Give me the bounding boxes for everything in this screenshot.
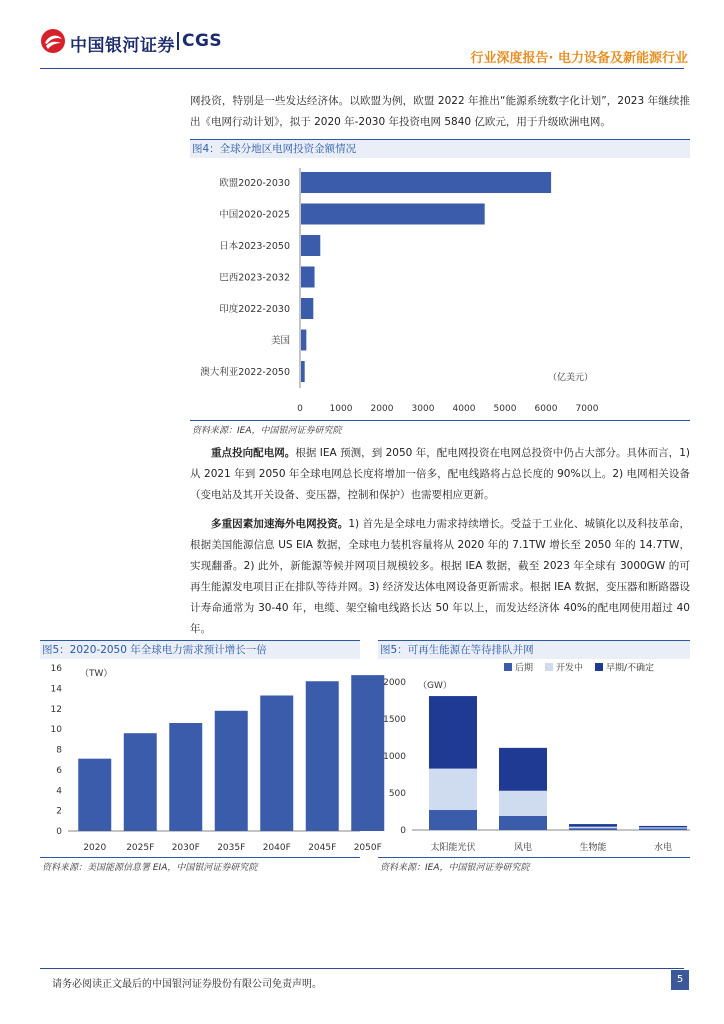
- figure4-source-row: [190, 420, 690, 436]
- figure4-category-label: 欧盟2020-2030: [219, 178, 290, 189]
- figure5b-bar-segment: [639, 826, 687, 827]
- intro-paragraph: [190, 91, 690, 133]
- figure5b-category-label: 风电: [513, 843, 533, 853]
- figure4-x-tick-label: 4000: [452, 404, 476, 414]
- figure5b-bar-segment: [429, 769, 477, 810]
- figure4-category-label: 澳大利亚2022-2050: [200, 367, 290, 378]
- figure5b-bar-segment: [569, 824, 617, 827]
- figure5a-y-tick-label: 6: [56, 765, 62, 776]
- figure5b-category-label: 生物能: [579, 843, 607, 853]
- figure4-bar: [301, 235, 320, 256]
- figure4-caption: 图4：全球分地区电网投资金额情况: [192, 143, 357, 155]
- figure5a-source: 资料来源：美国能源信息署 EIA，中国银河证券研究院: [42, 863, 258, 873]
- figure4-chart: [190, 160, 690, 420]
- figure5b-y-tick-label: 500: [388, 789, 406, 799]
- report-title: 行业深度报告· 电力设备及新能源行业: [470, 51, 688, 66]
- figure5b-bar-segment: [499, 816, 547, 830]
- figure5a-y-tick-label: 10: [50, 725, 62, 736]
- figure4-x-tick-label: 3000: [411, 404, 435, 414]
- figure4-caption-bar: [190, 139, 690, 158]
- figure5a-category-label: 2045F: [308, 843, 337, 853]
- para-overseas-lead: 多重因素加速海外电网投资。: [211, 518, 349, 530]
- figure5b-legend-swatch: [504, 663, 512, 671]
- figure4-category-label: 印度2022-2030: [219, 304, 290, 315]
- figure4-x-tick-label: 0: [297, 404, 303, 414]
- figure5b-bar-segment: [429, 696, 477, 769]
- header: [0, 0, 724, 70]
- figure5b-category-label: 太阳能光伏: [430, 843, 476, 853]
- figure5b-category-label: 水电: [653, 843, 673, 853]
- figure5b-legend-label: 后期: [515, 663, 534, 674]
- figure5b-source-row: [378, 857, 690, 873]
- para-distribution-body: 根据 IEA 预测，到 2050 年，配电网投资在电网总投资中仍占大部分。具体而言，1) 从 2021 年到 2050 年全球电网总长度将增加一倍多，配电线路将占总长度的 90%以上。2) 电网相关设备（变电站及其开关设备、变压器，控制和保护）也需要相应更新。: [190, 447, 691, 501]
- figure4-category-label: 巴西2023-2032: [219, 272, 290, 284]
- figure4-category-label: 美国: [270, 335, 290, 347]
- figure5b-bar-segment: [639, 829, 687, 830]
- figure5b-y-tick-label: 0: [400, 826, 406, 836]
- figure5b-legend-label: 早期/不确定: [606, 663, 655, 674]
- logo-divider: [177, 32, 179, 50]
- figure5a-y-tick-label: 0: [56, 827, 62, 837]
- figure5a-caption-bar: [40, 640, 360, 659]
- figure4-category-label: 日本2023-2050: [219, 241, 290, 252]
- figure5b-bar-segment: [499, 748, 547, 791]
- figure4-x-tick-label: 1000: [329, 404, 353, 414]
- logo-en-text: CGS: [182, 31, 223, 51]
- figure4-x-tick-label: 2000: [370, 404, 394, 414]
- figure5a-source-row: [40, 857, 360, 873]
- figure5b-caption: 图5：可再生能源在等待排队并网: [380, 644, 534, 656]
- figure4-bar: [301, 172, 551, 193]
- figure5a-category-label: 2035F: [217, 843, 246, 853]
- para-distribution-lead: 重点投向配电网。: [211, 447, 296, 459]
- para-distribution: [190, 443, 690, 506]
- figure5b-bar-segment: [499, 791, 547, 816]
- logo-emblem-icon: [40, 28, 66, 54]
- logo: [40, 28, 240, 56]
- figure5b-legend-label: 开发中: [556, 663, 584, 674]
- figure5a-unit-label: （TW）: [80, 669, 113, 679]
- figure4-bar: [301, 267, 315, 288]
- figure5b-unit-label: （GW）: [418, 681, 452, 691]
- figure5a-category-label: 2030F: [171, 843, 200, 853]
- figure5b-legend-swatch: [545, 663, 553, 671]
- para-distribution-text: [190, 443, 690, 506]
- page-number: 5: [671, 970, 689, 990]
- figure5a-y-tick-label: 2: [56, 806, 62, 817]
- figure5b-y-tick-label: 2000: [383, 678, 406, 688]
- figure5a-y-tick-label: 14: [50, 684, 62, 695]
- figure5a-caption: 图5：2020-2050 年全球电力需求预计增长一倍: [42, 644, 267, 656]
- figure5a-bar: [169, 723, 202, 831]
- figure5a-bar: [124, 733, 157, 831]
- footer-rule: [40, 968, 684, 969]
- figure5a-y-tick-label: 8: [56, 745, 62, 756]
- figure5a-category-label: 2040F: [262, 843, 291, 853]
- figure4-bar: [301, 330, 306, 351]
- figure4-x-tick-label: 6000: [534, 404, 558, 414]
- figure5b-bar-segment: [639, 827, 687, 828]
- figure5a-y-tick-label: 12: [50, 704, 62, 715]
- figure5a-category-label: 2020: [83, 843, 107, 853]
- figure5b-y-tick-label: 1500: [383, 715, 406, 725]
- intro-text: 网投资，特别是一些发达经济体。以欧盟为例，欧盟 2022 年推出“能源系统数字化计划”，2023 年继续推出《电网行动计划》，拟于 2020 年-2030 年投资电网 5840 亿欧元，用于升级欧洲电网。: [190, 95, 690, 128]
- figure5a-y-tick-label: 16: [50, 664, 62, 674]
- para-overseas-text: [190, 514, 690, 640]
- figure4-x-tick-label: 7000: [575, 404, 599, 414]
- figure4-bar: [301, 298, 313, 319]
- figure4-category-label: 中国2020-2025: [219, 209, 290, 221]
- figure5a-y-tick-label: 4: [56, 786, 62, 797]
- figure5a-bar: [78, 759, 111, 831]
- figure5a-bar: [260, 696, 293, 831]
- para-overseas-body: 1) 首先是全球电力需求持续增长。受益于工业化、城镇化以及科技革命，根据美国能源信息 US EIA 数据，全球电力装机容量将从 2020 年的 7.1TW 增长至 2050 年的 14.7TW，实现翻番。2) 此外，新能源等候并网项目规模较多。根据 IEA 数据，截至 2023 年全球有 3000GW 的可再生能源发电项目正在排队等待并网。3) 经济发达体电网设备更新需求。根据 IEA 数据，变压器和断路器设计寿命通常为 30-40 年，电缆、架空输电线路长达 50 年以上，而发达经济体 40%的配电网使用超过 40 年。: [190, 518, 690, 635]
- figure5b-source: 资料来源：IEA，中国银河证券研究院: [380, 863, 530, 873]
- figure5b-legend-swatch: [595, 663, 603, 671]
- figure4-x-tick-label: 5000: [493, 404, 517, 414]
- figure5b-bar-segment: [429, 810, 477, 830]
- figure5a-bar: [215, 711, 248, 831]
- figure4-bar: [301, 204, 485, 225]
- figure5a-category-label: 2050F: [353, 843, 382, 853]
- figure5a-category-label: 2025F: [126, 843, 155, 853]
- footer-disclaimer: 请务必阅读正文最后的中国银河证券股份有限公司免责声明。: [52, 979, 322, 990]
- figure5b-caption-bar: [378, 640, 690, 659]
- figure4-bar: [301, 361, 305, 382]
- logo-cn-text: 中国银河证券: [70, 36, 175, 56]
- figure5b-bar-segment: [569, 827, 617, 828]
- figure5b-y-tick-label: 1000: [383, 752, 406, 762]
- figure5b-bar-segment: [569, 828, 617, 830]
- header-rule: [40, 68, 684, 69]
- figure4-unit-label: （亿美元）: [548, 373, 594, 383]
- figure4-source: 资料来源：IEA，中国银河证券研究院: [192, 426, 342, 436]
- figure5a-bar: [306, 681, 339, 831]
- para-overseas: [190, 514, 690, 640]
- figure5b-chart: [378, 660, 690, 856]
- figure5a-chart: [40, 660, 382, 856]
